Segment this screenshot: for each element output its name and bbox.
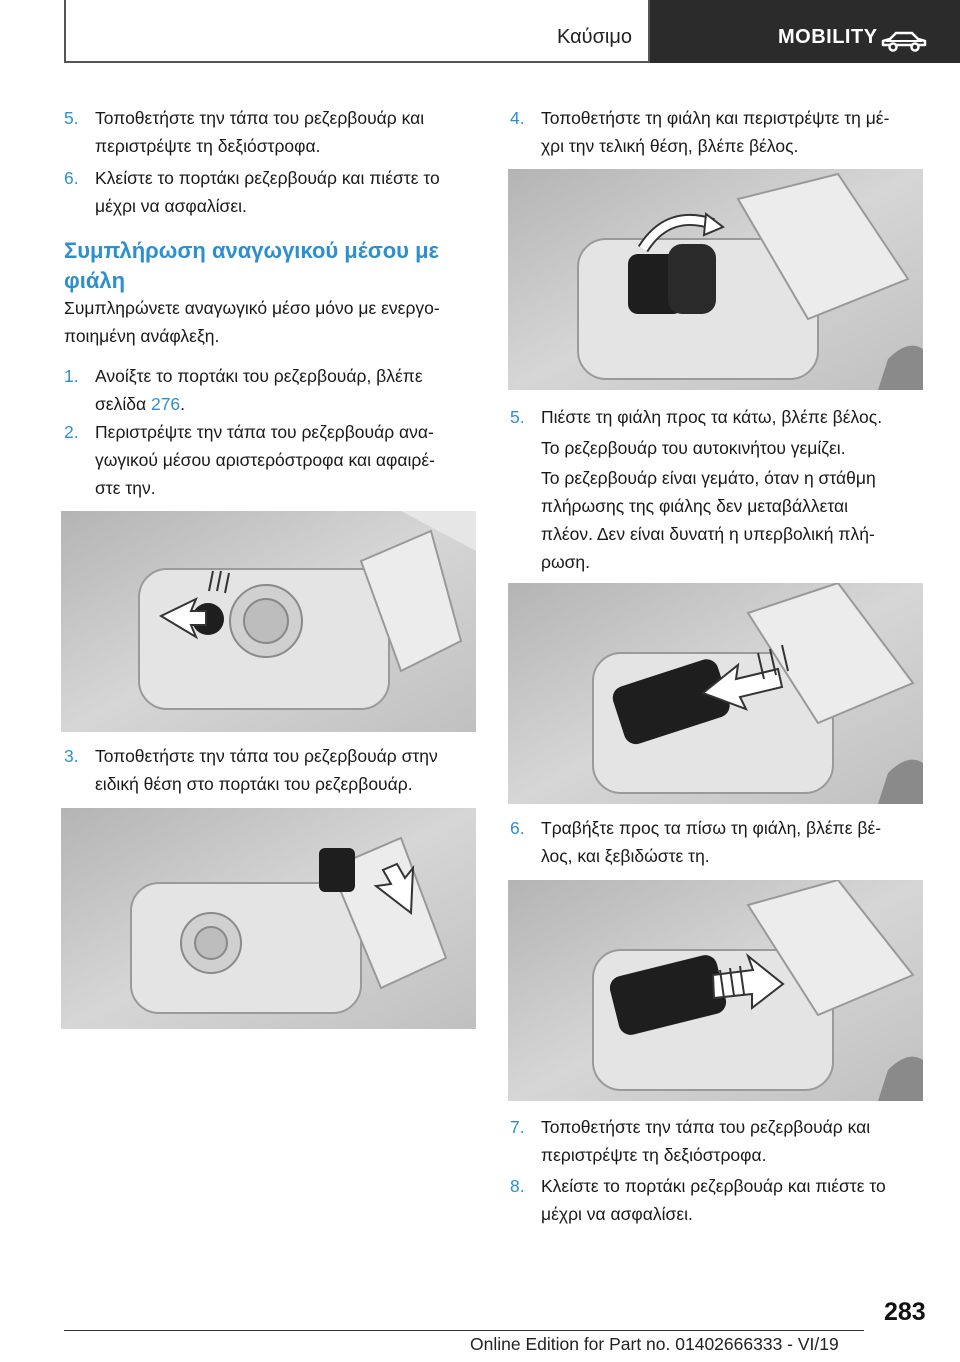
right-step-6 [510,814,930,870]
step-text-line [95,390,185,418]
step-number: 6. [64,168,79,188]
step-text-line: λος, και ξεβιδώστε τη. [541,846,710,866]
illustration-place-cap [61,808,476,1029]
step-number: 5. [64,108,79,128]
left-step-3 [64,742,484,798]
step-text-line: χρι την τελική θέση, βλέπε βέλος. [541,136,799,156]
step-text-line: γωγικού μέσου αριστερόστροφα και αφαιρέ- [95,450,435,470]
illustration-remove-cap [61,511,476,732]
step-text-line: μέχρι να ασφαλίσει. [95,196,247,216]
step-text-line: Τραβήξτε προς τα πίσω τη φιάλη, βλέπε βέ- [541,818,882,838]
right-step-7 [510,1113,930,1169]
section-heading-line: φιάλη [64,268,126,293]
step-text-line: μέχρι να ασφαλίσει. [541,1204,693,1224]
step-text-line: Τοποθετήστε την τάπα του ρεζερβουάρ στην [95,746,438,766]
step-text-line: Τοποθετήστε τη φιάλη και περιστρέψτε τη μέ- [541,108,890,128]
note-line: ρωση. [541,552,591,572]
section-heading [64,236,484,296]
step-text-line: Περιστρέψτε την τάπα του ρεζερβουάρ ανα- [95,422,434,442]
step-5-note [541,434,941,462]
step-text-line: ειδική θέση στο πορτάκι του ρεζερβουάρ. [95,774,413,794]
step-text-line: Ανοίξτε το πορτάκι του ρεζερβουάρ, βλέπε [95,366,423,386]
note-line: πλήρωσης της φιάλης δεν μεταβάλλεται [541,496,849,516]
step-text-line: Τοποθετήστε την τάπα του ρεζερβουάρ και [95,108,425,128]
step-text-line: στε την. [95,478,156,498]
car-icon [880,29,928,53]
header-category-label: MOBILITY [778,26,878,48]
step-number: 8. [510,1176,525,1196]
step-number: 3. [64,746,79,766]
step-number: 4. [510,108,525,128]
page-link[interactable]: 276 [150,394,181,414]
page-number: 283 [884,1298,926,1326]
note-line: πλέον. Δεν είναι δυνατή η υπερβολική πλή- [541,524,875,544]
step-text-line: Τοποθετήστε την τάπα του ρεζερβουάρ και [541,1117,871,1137]
intro-line: Συμπληρώνετε αναγωγικό μέσο μόνο με ενεργο- [64,298,440,318]
section-heading-line: Συμπλήρωση αναγωγικού μέσου με [64,238,439,263]
left-step-5 [64,104,484,160]
illustration-insert-bottle [508,169,923,390]
left-step-1 [64,362,484,418]
header-section-box [64,0,650,63]
step-text-line: περιστρέψτε τη δεξιόστροφα. [541,1145,767,1165]
step-number: 6. [510,818,525,838]
step-5-note [541,464,941,576]
intro-line: ποιημένη ανάφλεξη. [64,326,220,346]
illustration-press-bottle [508,583,923,804]
illustration-remove-bottle [508,880,923,1101]
step-text-line: Κλείστε το πορτάκι ρεζερβουάρ και πιέστε το [95,168,440,188]
step-text: σελίδα [95,394,151,414]
left-step-2 [64,418,484,502]
footer-edition: Online Edition for Part no. 01402666333 - VI/19 [470,1334,839,1354]
step-text-line: Πιέστε τη φιάλη προς τα κάτω, βλέπε βέλος. [541,407,883,427]
step-number: 2. [64,422,79,442]
header-section-title: Καύσιμο [556,26,632,48]
step-number: 7. [510,1117,525,1137]
intro-paragraph [64,294,484,350]
step-text-line: περιστρέψτε τη δεξιόστροφα. [95,136,321,156]
step-number: 5. [510,407,525,427]
header-category-box [650,0,960,63]
step-text-line: Κλείστε το πορτάκι ρεζερβουάρ και πιέστε το [541,1176,886,1196]
step-text: . [180,394,186,414]
step-number: 1. [64,366,79,386]
left-step-6 [64,164,484,220]
right-step-8 [510,1172,930,1228]
right-step-4 [510,104,930,160]
note-line: Το ρεζερβουάρ του αυτοκινήτου γεμίζει. [541,438,846,458]
right-step-5 [510,403,930,431]
note-line: Το ρεζερβουάρ είναι γεμάτο, όταν η στάθμη [541,468,876,488]
footer-divider [64,1330,864,1331]
